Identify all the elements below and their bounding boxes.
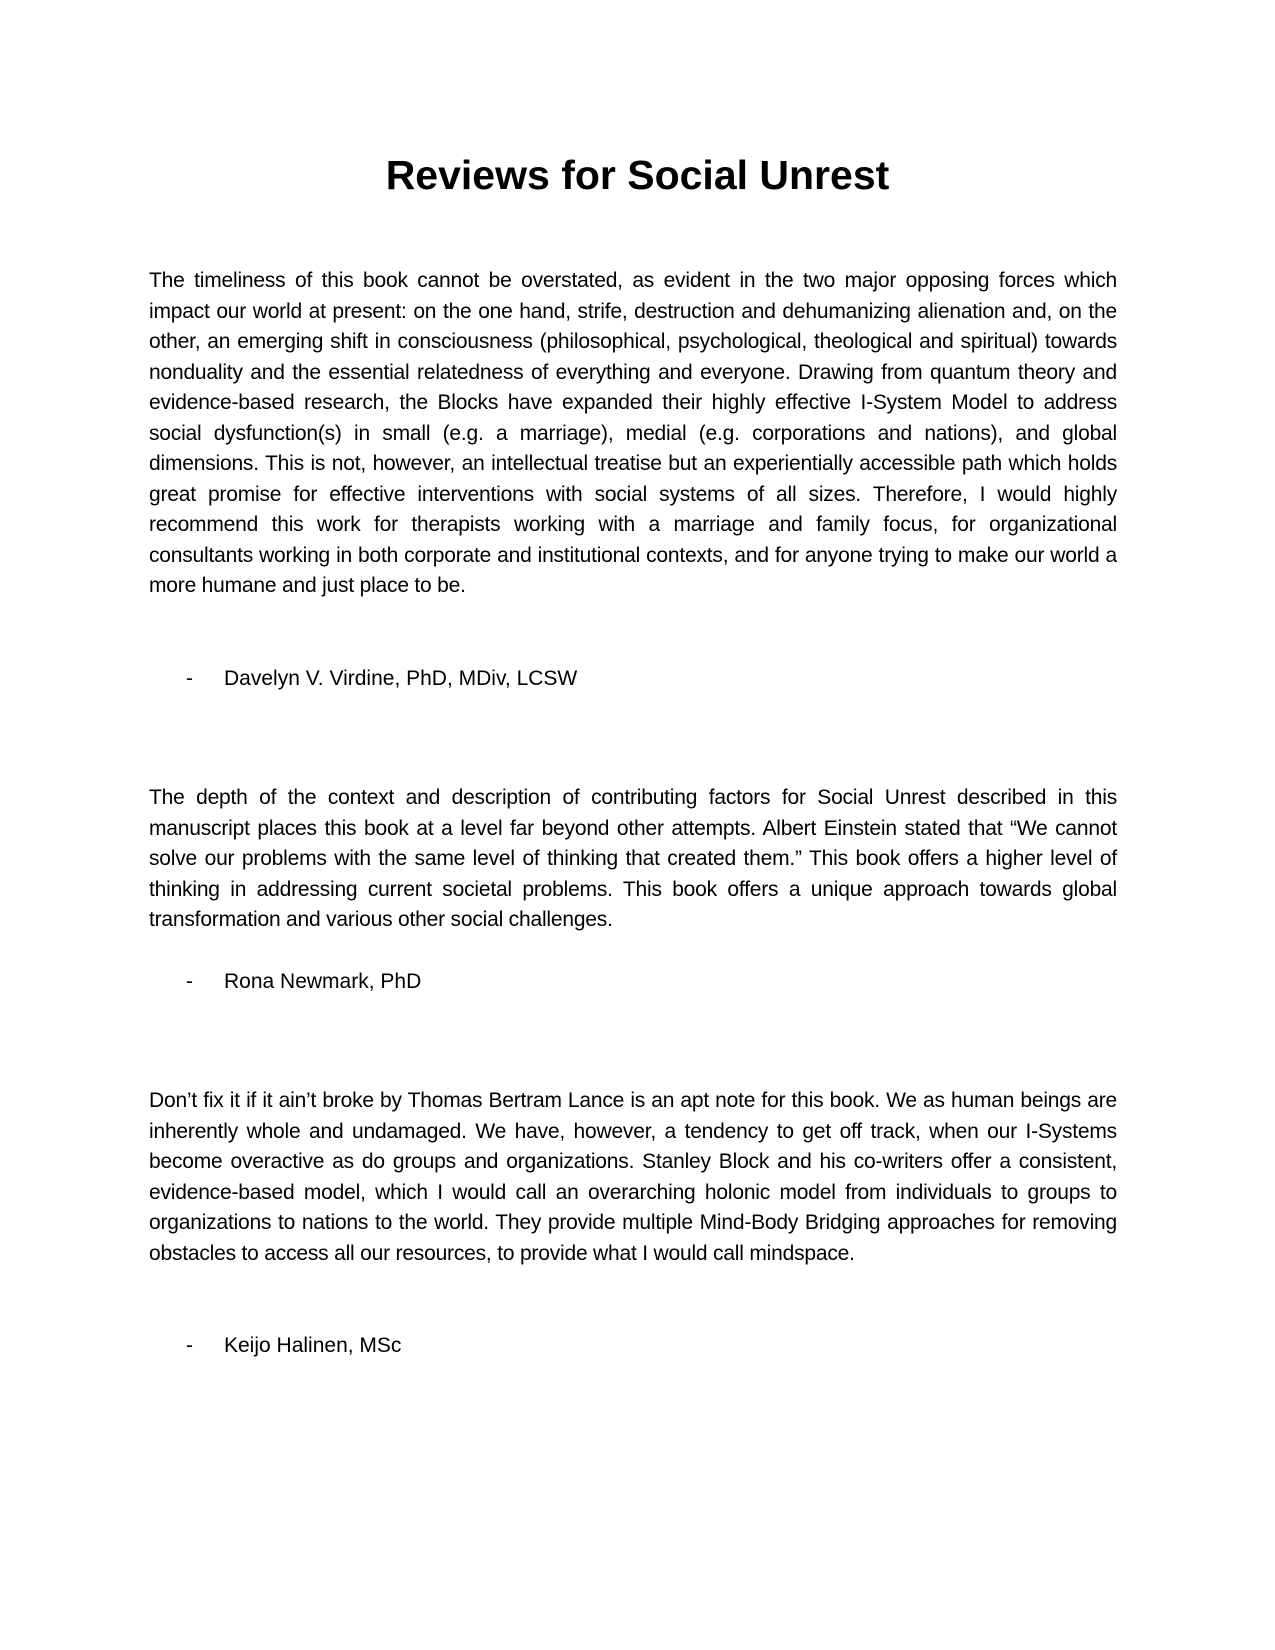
review-text-3: Don’t fix it if it ain’t broke by Thomas Bertram Lance is an apt note for this book. We as human beings are inherently whole and undamaged. We have, however, a tendency to get off track, when our I-Systems become overactive as do groups and organizations. Stanley Block and his co-writers offer a consistent, evidence-based model, which I would call an overarching holonic model from individuals to groups to organizations to nations to the world. They provide multiple Mind-Body Bridging approaches for removing obstacles to access all our resources, to provide what I would call mindspace. <box>149 1089 1117 1265</box>
review-attribution-1 <box>186 664 577 694</box>
review-attribution-2 <box>186 967 421 997</box>
reviewer-name: Davelyn V. Virdine, PhD, MDiv, LCSW <box>224 667 578 690</box>
review-text-1: The timeliness of this book cannot be overstated, as evident in the two major opposing forces which impact our world at present: on the one hand, strife, destruction and dehumanizing alienation and, on the other, an emerging shift in consciousness (philosophical, psychological, theological and spiritual) towards nonduality and the essential relatedness of everything and everyone. Drawing from quantum theory and evidence-based research, the Blocks have expanded their highly effective I-System Model to address social dysfunction(s) in small (e.g. a marriage), medial (e.g. corporations and nations), and global dimensions. This is not, however, an intellectual treatise but an experientially accessible path which holds great promise for effective interventions with social systems of all sizes. Therefore, I would highly recommend this work for therapists working with a marriage and family focus, for organizational consultants working in both corporate and institutional contexts, and for anyone trying to make our world a more humane and just place to be. <box>149 269 1117 597</box>
reviewer-name: Rona Newmark, PhD <box>224 970 422 993</box>
review-attribution-3 <box>186 1331 401 1361</box>
reviewer-name: Keijo Halinen, MSc <box>224 1334 402 1357</box>
page-title: Reviews for Social Unrest <box>385 152 890 198</box>
attribution-dash: - <box>186 970 193 993</box>
review-text-2: The depth of the context and description of contributing factors for Social Unrest described in this manuscript places this book at a level far beyond other attempts. Albert Einstein stated that “We cannot solve our problems with the same level of thinking that created them.” This book offers a higher level of thinking in addressing current societal problems. This book offers a unique approach towards global transformation and various other social challenges. <box>149 786 1117 931</box>
attribution-dash: - <box>186 1334 193 1357</box>
attribution-dash: - <box>186 667 193 690</box>
